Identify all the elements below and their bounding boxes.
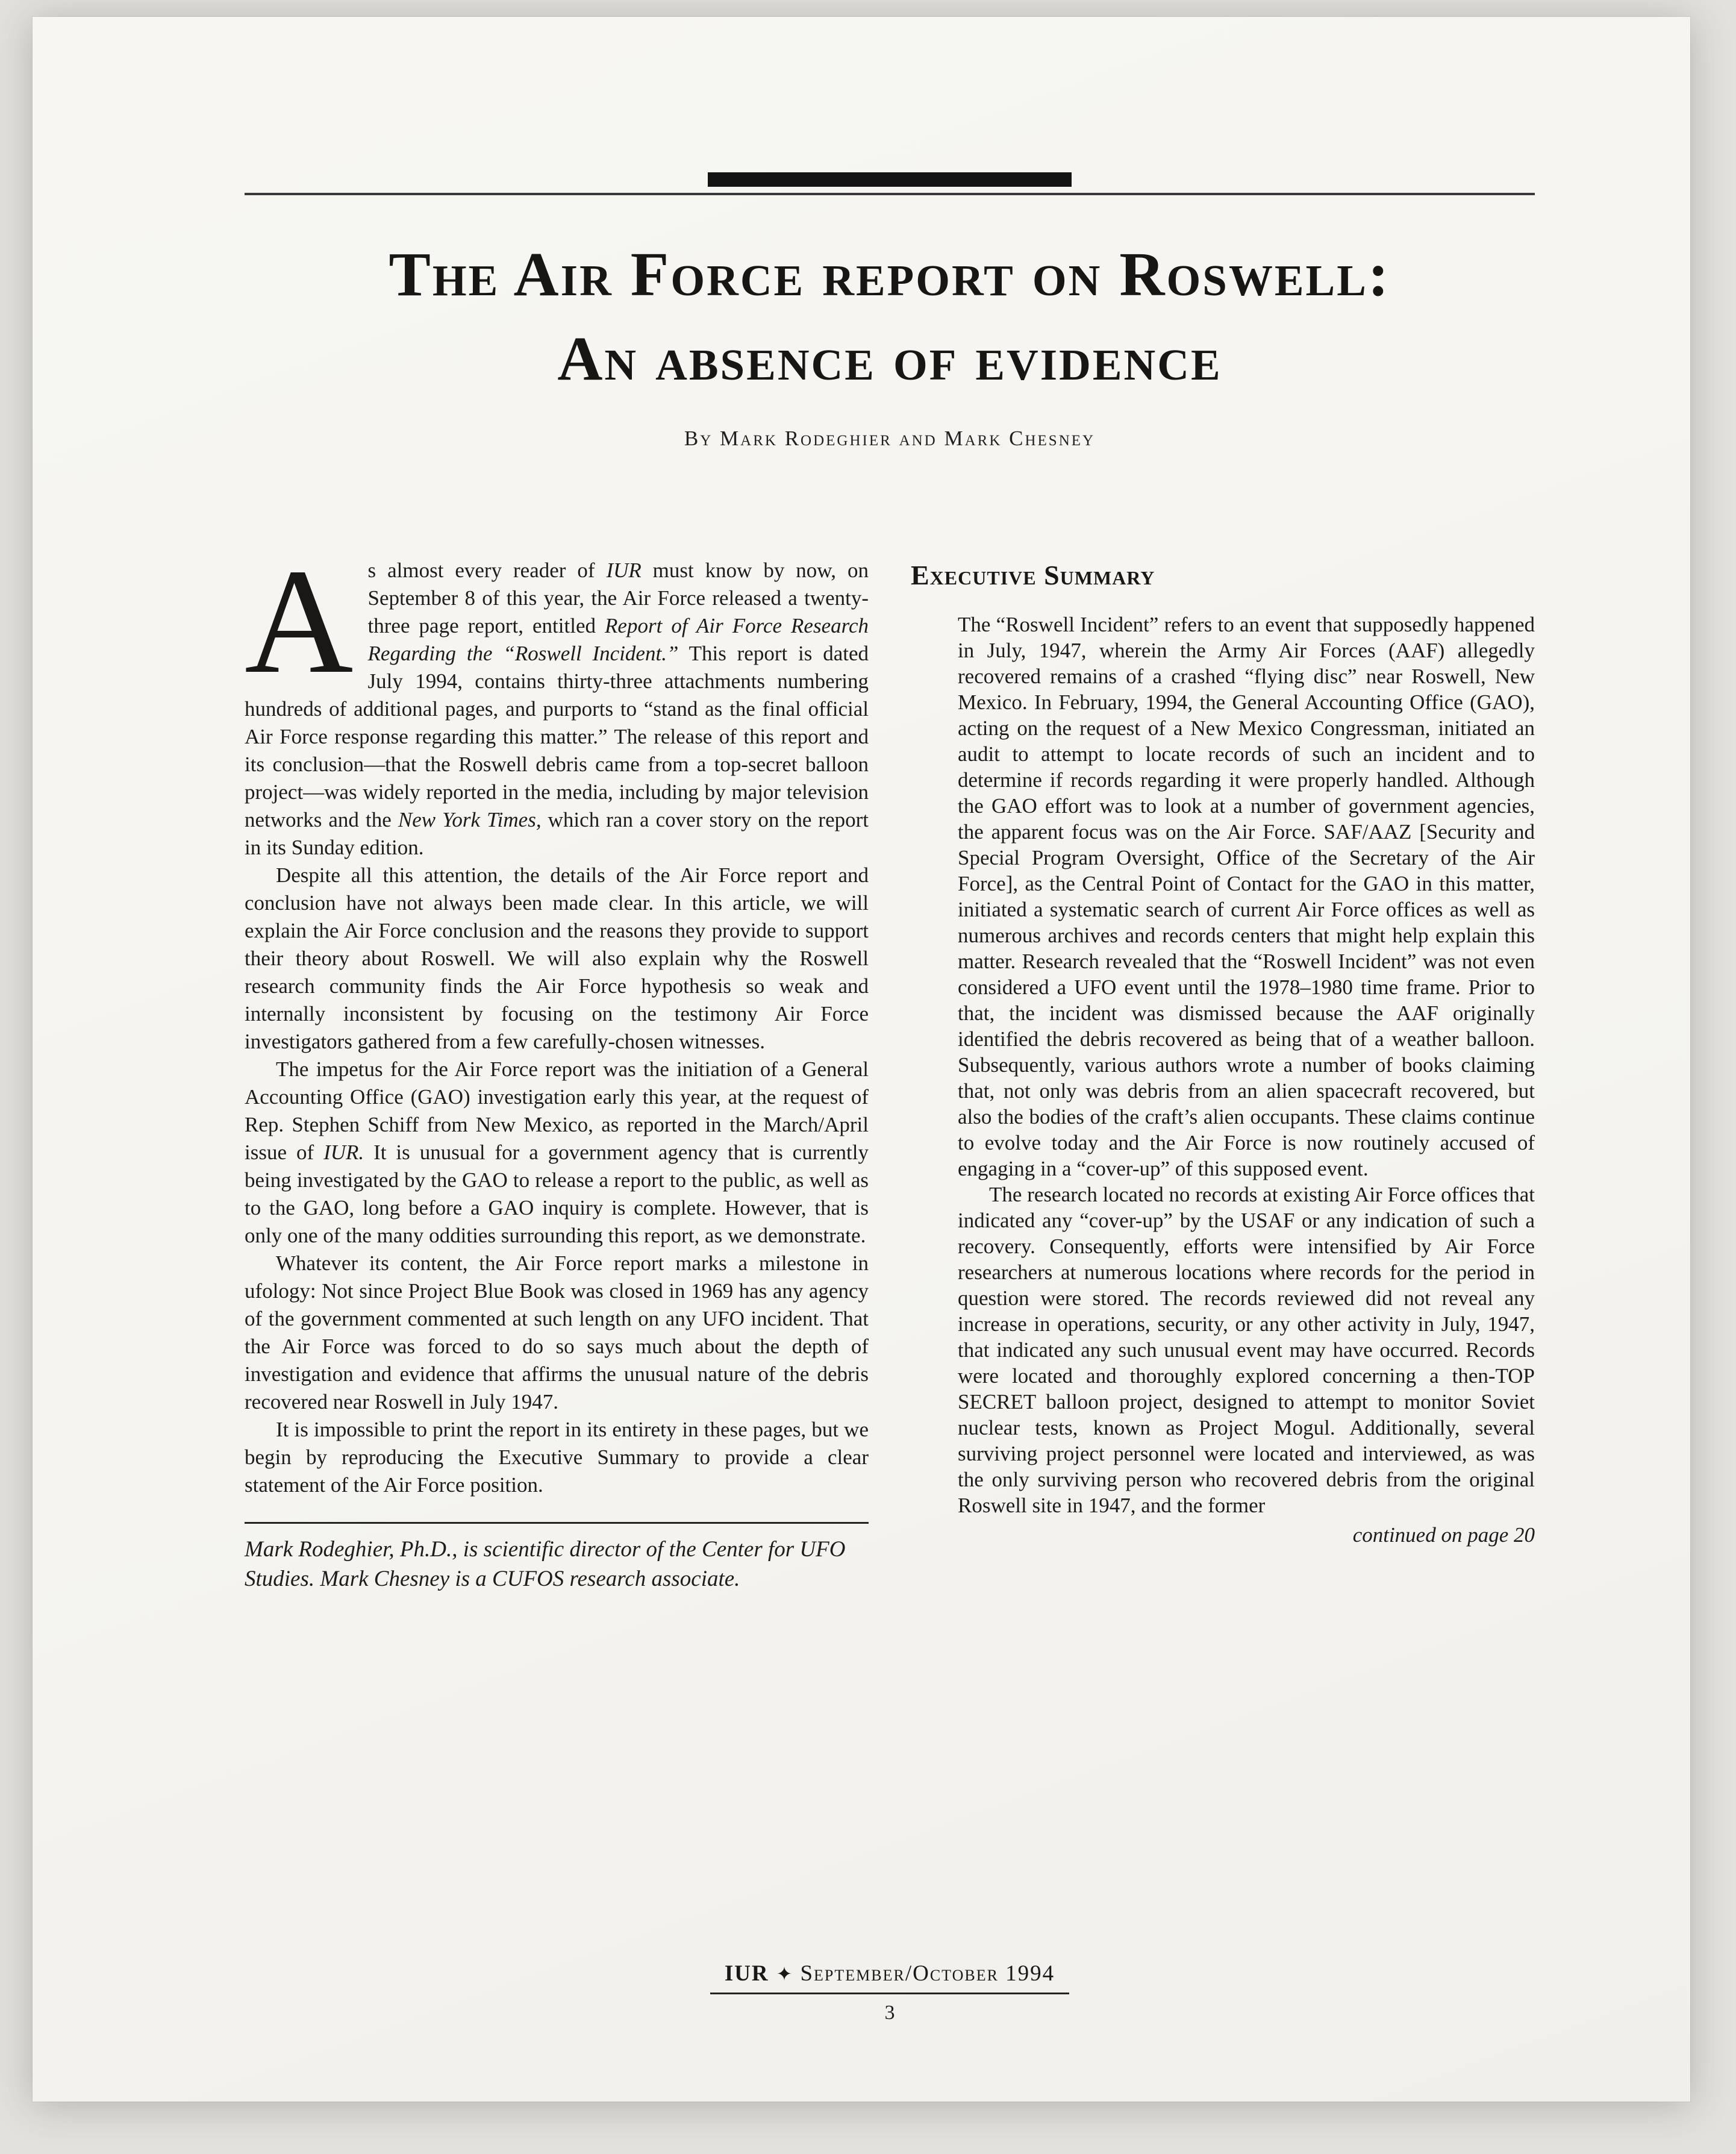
header-black-bar [708,172,1072,187]
page-content [245,17,1535,2102]
journal-name: IUR [724,1961,769,1986]
paragraph [245,1416,869,1499]
right-column [911,557,1535,1547]
text-segment: It is impossible to print the report in its entirety in these pages, but we begin by reproducing the Executive Summary to provide a clear statement of the Air Force position. [245,1418,869,1497]
paragraph [245,538,869,862]
text-segment: The research located no records at existing Air Force offices that indicated any “cover-up” by the USAF or any indication of such a recovery. Consequently, efforts were intensified by Air Force researchers at numerous locations where records for the period in question were stored. The records reviewed did not reveal any increase in operations, security, or any other activity in July, 1947, that indicated any such unusual event may have occurred. Records were located and thoroughly explored concerning a then-TOP SECRET balloon project, designed to attempt to monitor Soviet nuclear tests, known as Project Mogul. Additionally, several surviving project personnel were located and interviewed, as was the only surviving person who recovered debris from the original Roswell site in 1947, and the former [958,1183,1535,1517]
text-segment: Mark Rodeghier, Ph.D., is scientific director of the Center for UFO Studies. Mark Chesney is a CUFOS research associate. [245,1537,846,1591]
page-footer [245,1961,1535,2024]
paragraph [958,1182,1535,1518]
magazine-page [33,17,1690,2102]
text-segment: This report is dated July 1994, contains thirty-three attachments numbering hundreds of additional pages, and purports to “stand as the final official Air Force response regarding this matter.” The release of this report and its conclusion—that the Roswell debris came from a top-secret balloon project—was widely reported in the media, including by major television networks and the [245,642,869,831]
footer-rule [710,1993,1069,1994]
header-rule [245,193,1535,195]
article-title-line1: The Air Force report on Roswell: [389,240,1391,309]
page-number: 3 [884,2002,895,2024]
text-segment: Whatever its content, the Air Force report marks a milestone in ufology: Not since Project Blue Book was closed in 1969 has any agency of the government commented at such length on any UFO incident. That the Air Force was forced to do so says much about the depth of investigation and evidence that affirms the unusual nature of the debris recovered near Roswell in July 1947. [245,1251,869,1414]
paragraph [245,1056,869,1250]
author-note [245,1535,869,1594]
article-byline: By Mark Rodeghier and Mark Chesney [684,427,1096,450]
article-title-line2: An absence of evidence [557,324,1222,393]
text-segment: must know by now, on September 8 of this year, the Air Force released a twenty-three page report, entitled [367,559,869,637]
drop-cap: A [245,538,354,705]
right-column-text [911,612,1535,1518]
author-note-rule [245,1522,869,1524]
paragraph [245,1250,869,1416]
paragraph [958,612,1535,1182]
diamond-star-icon: ✦ [776,1962,793,1985]
executive-summary-heading: Executive Summary [911,560,1155,590]
text-segment: s almost every reader of [367,559,607,582]
article-header [245,172,1535,451]
journal-footer-line [245,1961,1535,1987]
text-segment: The impetus for the Air Force report was the initiation of a General Accounting Office (GAO) investigation early this year, at the request of Rep. Stephen Schiff from New Mexico, as reported in the March/April issue of [245,1057,869,1164]
text-segment: New York Times, [398,808,542,831]
text-segment: It is unusual for a government agency that is currently being investigated by the GAO to release a report to the public, as well as to the GAO, long before a GAO inquiry is complete. However, that is only one of the many oddities surrounding this report, as we demonstrate. [245,1141,869,1247]
text-segment: IUR. [323,1141,364,1164]
text-segment: which ran a cover story on the report in its Sunday edition. [245,808,869,859]
text-segment: Despite all this attention, the details of the Air Force report and conclusion have not always been made clear. In this article, we will explain the Air Force conclusion and the reasons they provide to support their theory about Roswell. We will also explain why the Roswell research community finds the Air Force hypothesis so weak and internally inconsistent by focusing on the testimony Air Force investigators gathered from a few carefully-chosen witnesses. [245,863,869,1053]
article-title [245,233,1535,401]
left-column [245,538,869,1594]
text-segment: Report of Air Force Research Regarding the “Roswell Incident.” [367,614,869,665]
continued-notice: continued on page 20 [1352,1523,1535,1547]
paragraph [245,862,869,1056]
article-body [245,538,1535,1594]
left-column-text [245,538,869,1499]
text-segment: IUR [606,559,642,582]
issue-date: September/October 1994 [800,1961,1055,1986]
text-segment: The “Roswell Incident” refers to an event that supposedly happened in July, 1947, wherein the Army Air Forces (AAF) allegedly recovered remains of a crashed “flying disc” near Roswell, New Mexico. In February, 1994, the General Accounting Office (GAO), acting on the request of a New Mexico Congressman, initiated an audit to attempt to locate records of such an incident and to determine if records regarding it were properly handled. Although the GAO effort was to look at a number of government agencies, the apparent focus was on the Air Force. SAF/AAZ [Security and Special Program Oversight, Office of the Secretary of the Air Force], as the Central Point of Contact for the GAO in this matter, initiated a systematic search of current Air Force offices as well as numerous archives and records centers that might help explain this matter. Research revealed that the “Roswell Incident” was not even considered a UFO event until the 1978–1980 time frame. Prior to that, the incident was dismissed because the AAF originally identified the debris recovered as being that of a weather balloon. Subsequently, various authors wrote a number of books claiming that, not only was debris from an alien spacecraft recovered, but also the bodies of the craft’s alien occupants. These claims continue to evolve today and the Air Force is now routinely accused of engaging in a “cover-up” of this supposed event. [958,613,1535,1180]
